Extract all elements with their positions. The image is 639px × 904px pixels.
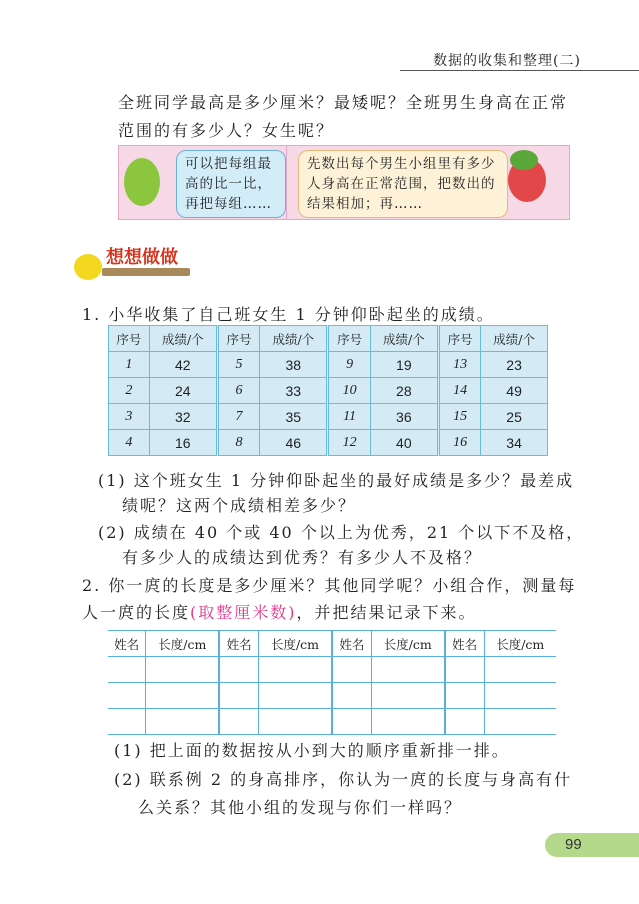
- radish-leaf-icon: [510, 150, 538, 170]
- header-cell: 长度/cm: [371, 631, 444, 657]
- empty-cell[interactable]: [259, 683, 332, 709]
- header-cell: 长度/cm: [259, 631, 332, 657]
- empty-cell[interactable]: [484, 709, 556, 735]
- text: ，并把结果记录下来。: [296, 603, 477, 622]
- question-2: 2. 你一庹的长度是多少厘米？其他同学呢？小组合作，测量每: [82, 576, 577, 595]
- score-cell: 16: [149, 430, 217, 456]
- table-header-row: [109, 326, 548, 352]
- index-cell: 6: [217, 378, 259, 404]
- index-cell: 15: [438, 404, 480, 430]
- speech-bubble-left: 可以把每组最高的比一比，再把每组……: [176, 150, 286, 218]
- header-cell: 序号: [328, 326, 370, 352]
- table-row: [108, 683, 556, 709]
- index-cell: 13: [438, 352, 480, 378]
- score-cell: 33: [260, 378, 328, 404]
- empty-cell[interactable]: [332, 709, 371, 735]
- empty-cell[interactable]: [484, 657, 556, 683]
- section-title: 想想做做: [106, 247, 178, 268]
- index-cell: 16: [438, 430, 480, 456]
- empty-cell[interactable]: [445, 709, 484, 735]
- score-cell: 25: [481, 404, 548, 430]
- situp-scores-table: [108, 325, 548, 456]
- speech-bubble-right: 先数出每个男生小组里有多少人身高在正常范围，把数出的结果相加；再……: [298, 150, 508, 218]
- intro-line: 范围的有多少人？女生呢？: [118, 121, 335, 140]
- index-cell: 14: [438, 378, 480, 404]
- header-cell: 姓名: [108, 631, 146, 657]
- score-cell: 28: [370, 378, 438, 404]
- question-1: 1. 小华收集了自己班女生 1 分钟仰卧起坐的成绩。: [82, 305, 495, 324]
- header-cell: 序号: [109, 326, 150, 352]
- intro-line: 全班同学最高是多少厘米？最矮呢？全班男生身高在正常: [118, 93, 569, 112]
- empty-cell[interactable]: [371, 657, 444, 683]
- empty-cell[interactable]: [108, 683, 146, 709]
- empty-cell[interactable]: [108, 709, 146, 735]
- sub-question: (2) 成绩在 40 个或 40 个以上为优秀，21 个以下不及格，: [98, 523, 585, 542]
- empty-cell[interactable]: [146, 683, 219, 709]
- empty-cell[interactable]: [259, 709, 332, 735]
- sub-question: 么关系？其他小组的发现与你们一样吗？: [138, 798, 463, 817]
- score-cell: 32: [149, 404, 217, 430]
- pepper-character-icon: [124, 158, 160, 206]
- index-cell: 10: [328, 378, 370, 404]
- page-number-tab: [545, 833, 639, 857]
- header-cell: 成绩/个: [260, 326, 328, 352]
- header-rule: [400, 70, 639, 71]
- table-row: [109, 404, 548, 430]
- score-cell: 23: [481, 352, 548, 378]
- empty-cell[interactable]: [332, 683, 371, 709]
- score-cell: 36: [370, 404, 438, 430]
- highlight-text: (取整厘米数): [190, 603, 297, 622]
- score-cell: 24: [149, 378, 217, 404]
- cart-icon: [102, 268, 190, 276]
- empty-cell[interactable]: [219, 683, 258, 709]
- empty-cell[interactable]: [146, 709, 219, 735]
- index-cell: 1: [109, 352, 150, 378]
- empty-cell[interactable]: [445, 657, 484, 683]
- sub-question: (2) 联系例 2 的身高排序，你认为一庹的长度与身高有什: [114, 770, 573, 789]
- sub-question: 有多少人的成绩达到优秀？有多少人不及格？: [122, 548, 483, 567]
- empty-cell[interactable]: [332, 657, 371, 683]
- index-cell: 5: [217, 352, 259, 378]
- table-header-row: [108, 631, 556, 657]
- score-cell: 38: [260, 352, 328, 378]
- index-cell: 4: [109, 430, 150, 456]
- score-cell: 34: [481, 430, 548, 456]
- score-cell: 19: [370, 352, 438, 378]
- index-cell: 2: [109, 378, 150, 404]
- chapter-header: 数据的收集和整理(二): [433, 53, 581, 69]
- table-row: [109, 352, 548, 378]
- arm-span-table: [108, 630, 556, 735]
- empty-cell[interactable]: [371, 709, 444, 735]
- empty-cell[interactable]: [371, 683, 444, 709]
- header-cell: 长度/cm: [484, 631, 556, 657]
- score-cell: 42: [149, 352, 217, 378]
- index-cell: 9: [328, 352, 370, 378]
- empty-cell[interactable]: [259, 657, 332, 683]
- sub-question: (1) 把上面的数据按从小到大的顺序重新排一排。: [114, 741, 510, 760]
- empty-cell[interactable]: [445, 683, 484, 709]
- header-cell: 成绩/个: [481, 326, 548, 352]
- score-cell: 35: [260, 404, 328, 430]
- header-cell: 姓名: [445, 631, 484, 657]
- score-cell: 46: [260, 430, 328, 456]
- text: 人一庹的长度: [82, 603, 191, 622]
- header-cell: 姓名: [219, 631, 258, 657]
- header-cell: 长度/cm: [146, 631, 219, 657]
- sub-question: 绩呢？这两个成绩相差多少？: [122, 496, 357, 515]
- index-cell: 3: [109, 404, 150, 430]
- index-cell: 12: [328, 430, 370, 456]
- table-row: [108, 709, 556, 735]
- empty-cell[interactable]: [108, 657, 146, 683]
- score-cell: 40: [370, 430, 438, 456]
- index-cell: 8: [217, 430, 259, 456]
- sub-question: (1) 这个班女生 1 分钟仰卧起坐的最好成绩是多少？最差成: [98, 471, 575, 490]
- page-number: 99: [565, 836, 582, 853]
- empty-cell[interactable]: [146, 657, 219, 683]
- chick-icon: [74, 254, 102, 280]
- header-cell: 成绩/个: [370, 326, 438, 352]
- empty-cell[interactable]: [484, 683, 556, 709]
- header-cell: 序号: [217, 326, 259, 352]
- score-cell: 49: [481, 378, 548, 404]
- empty-cell[interactable]: [219, 657, 258, 683]
- table-row: [109, 430, 548, 456]
- question-2-line2: [82, 600, 477, 623]
- header-cell: 姓名: [332, 631, 371, 657]
- index-cell: 7: [217, 404, 259, 430]
- header-cell: 序号: [438, 326, 480, 352]
- index-cell: 11: [328, 404, 370, 430]
- table-row: [108, 657, 556, 683]
- discussion-divider: [286, 145, 287, 220]
- table-row: [109, 378, 548, 404]
- header-cell: 成绩/个: [149, 326, 217, 352]
- empty-cell[interactable]: [219, 709, 258, 735]
